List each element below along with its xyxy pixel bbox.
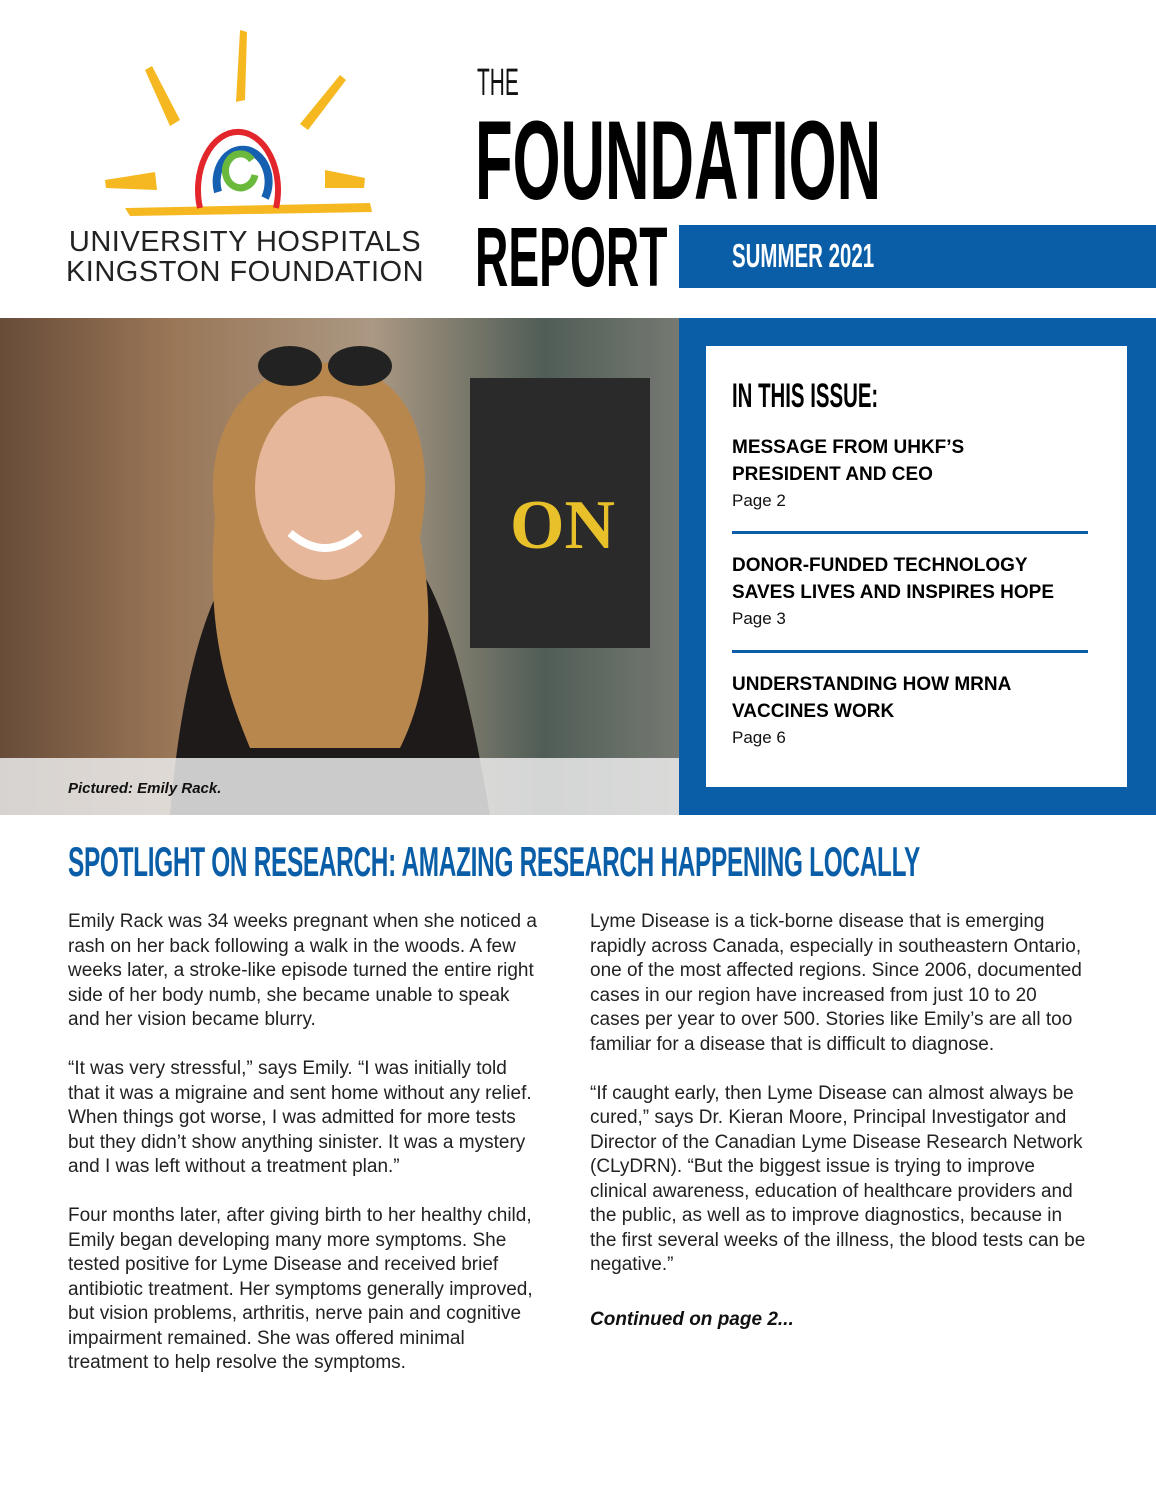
article-paragraph: “It was very stressful,” says Emily. “I was initially told that it was a migraine and sent home without any relief. When things got worse, I was admitted for more tests but they didn’t show anything sinister. It was a mystery and I was left without a treatment plan.” <box>68 1058 532 1177</box>
toc-item[interactable] <box>732 434 1092 514</box>
portrait-illustration <box>0 318 679 815</box>
toc-item-title: SAVES LIVES AND INSPIRES HOPE <box>732 582 1055 603</box>
toc-item-title: UNDERSTANDING HOW MRNA <box>732 674 1012 695</box>
title-foundation: FOUNDATION <box>475 98 882 223</box>
org-name-line1: UNIVERSITY HOSPITALS <box>68 226 422 258</box>
toc-item-title: PRESIDENT AND CEO <box>732 464 933 485</box>
toc-item-title: MESSAGE FROM UHKF’S <box>732 437 965 458</box>
toc-item[interactable] <box>732 552 1092 632</box>
toc-title: IN THIS ISSUE: <box>732 377 879 415</box>
photo-caption: Pictured: Emily Rack. <box>68 780 222 797</box>
title-report: REPORT <box>475 210 668 304</box>
svg-text:ON: ON <box>510 487 615 564</box>
toc-item-page: Page 6 <box>732 728 786 747</box>
org-name-line2: KINGSTON FOUNDATION <box>65 256 425 288</box>
toc-divider <box>732 650 1088 653</box>
article-column-left <box>68 910 543 1400</box>
photo-emily-rack <box>0 318 679 815</box>
title-the: THE <box>477 62 519 104</box>
toc-item-title: DONOR-FUNDED TECHNOLOGY <box>732 555 1028 576</box>
toc-item-page: Page 2 <box>732 491 786 510</box>
article-paragraph: Lyme Disease is a tick-borne disease that is emerging rapidly across Canada, especially in southeastern Ontario, one of the most affected regions. Since 2006, documented cases in our region have increased from just 10 to 20 cases per year to over 500. Stories like Emily’s are all too familiar for a disease that is difficult to diagnose. <box>590 911 1082 1055</box>
article-paragraph: Four months later, after giving birth to her healthy child, Emily began developing many more symptoms. She tested positive for Lyme Disease and received brief antibiotic treatment. Her symptoms generally improved, but vision problems, arthritis, nerve pain and cognitive impairment remained. She was offered minimal treatment to help resolve the symptoms. <box>68 1205 533 1373</box>
toc-item[interactable] <box>732 671 1092 751</box>
article-paragraph: Emily Rack was 34 weeks pregnant when she noticed a rash on her back following a walk in the woods. A few weeks later, a stroke-like episode turned the entire right side of her body numb, she became unable to speak and her vision became blurry. <box>68 911 537 1030</box>
issue-label: SUMMER 2021 <box>732 237 875 274</box>
toc-item-title: VACCINES WORK <box>732 701 895 722</box>
article-column-right <box>590 910 1090 1357</box>
article-paragraph: “If caught early, then Lyme Disease can almost always be cured,” says Dr. Kieran Moore, Principal Investigator and Director of the Canadian Lyme Disease Research Network (CLyDRN). “But the biggest issue is trying to improve clinical awareness, education of healthcare providers and the public, as well as to improve diagnostics, because in the first several weeks of the illness, the blood tests can be negative.” <box>590 1082 1086 1275</box>
toc-item-page: Page 3 <box>732 609 786 628</box>
article-headline: SPOTLIGHT ON RESEARCH: AMAZING RESEARCH HAPPENING LOCALLY <box>68 838 920 885</box>
toc-divider <box>732 531 1088 534</box>
continued-link[interactable]: Continued on page 2... <box>590 1308 794 1330</box>
